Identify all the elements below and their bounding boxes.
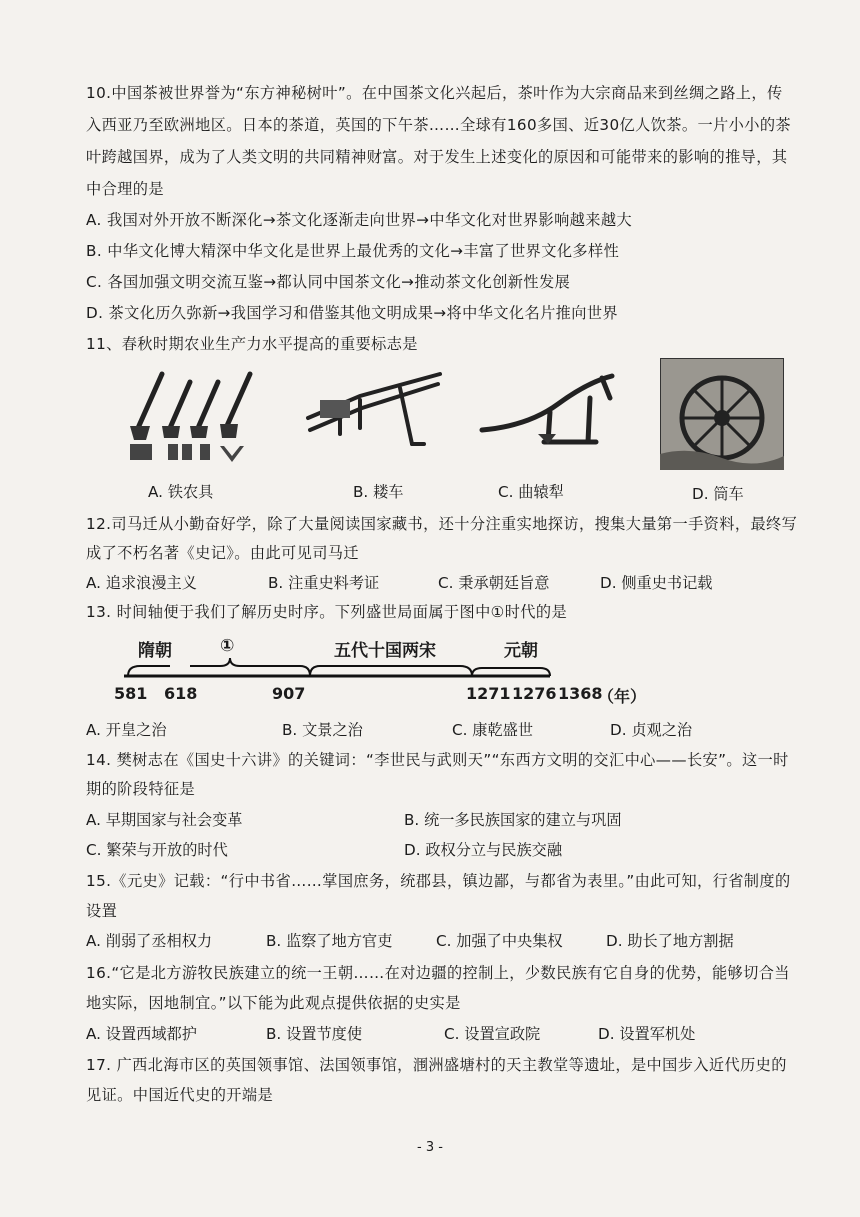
dynasty-timeline: [114, 630, 647, 710]
q13-stem: 13. 时间轴便于我们了解历史时序。下列盛世局面属于图中①时代的是: [86, 603, 568, 621]
q13-option-c: C. 康乾盛世: [452, 721, 534, 739]
q12-option-a: A. 追求浪漫主义: [86, 574, 197, 592]
q16-option-c: C. 设置宣政院: [444, 1025, 541, 1043]
q15-option-c: C. 加强了中央集权: [436, 932, 563, 950]
seed-drill-image: [300, 366, 450, 456]
q17-stem-line: 17. 广西北海市区的英国领事馆、法国领事馆，涠洲盛塘村的天主教堂等遗址，是中国步入近代历史的: [86, 1056, 787, 1074]
q13-option-d: D. 贞观之治: [610, 721, 693, 739]
q14-option-c: C. 繁荣与开放的时代: [86, 841, 228, 859]
era-yuan: 元朝: [504, 641, 538, 661]
q16-option-d: D. 设置军机处: [598, 1025, 696, 1043]
q16-option-a: A. 设置西域都护: [86, 1025, 197, 1043]
year-unit: （年）: [598, 687, 647, 706]
q16-stem-line: 16.“它是北方游牧民族建立的统一王朝……在对边疆的控制上，少数民族有它自身的优势，能够切合当: [86, 964, 790, 982]
era-blank-1: ①: [220, 636, 235, 656]
q13-option-a: A. 开皇之治: [86, 721, 167, 739]
q10-stem-line: 中合理的是: [86, 180, 164, 198]
year-label: 1368: [558, 684, 603, 703]
q15-option-d: D. 助长了地方割据: [606, 932, 734, 950]
q14-option-b: B. 统一多民族国家的建立与巩固: [404, 811, 622, 829]
q15-option-a: A. 削弱了丞相权力: [86, 932, 213, 950]
era-sui: 隋朝: [138, 641, 172, 661]
q11-option-c: C. 曲辕犁: [498, 483, 564, 501]
q10-option-b: B. 中华文化博大精深中华文化是世界上最优秀的文化→丰富了世界文化多样性: [86, 242, 620, 260]
q13-option-b: B. 文景之治: [282, 721, 363, 739]
q14-option-d: D. 政权分立与民族交融: [404, 841, 563, 859]
q14-option-a: A. 早期国家与社会变革: [86, 811, 243, 829]
q15-stem-line: 设置: [86, 902, 118, 920]
q17-stem-line: 见证。中国近代史的开端是: [86, 1086, 274, 1104]
q14-stem-line: 14. 樊树志在《国史十六讲》的关键词：“李世民与武则天”“东西方文明的交汇中心——长安”。这一时: [86, 751, 789, 769]
year-label: 1271: [466, 684, 511, 703]
q10-option-c: C. 各国加强文明交流互鉴→都认同中国茶文化→推动茶文化创新性发展: [86, 273, 571, 291]
q12-option-d: D. 侧重史书记载: [600, 574, 713, 592]
q10-option-a: A. 我国对外开放不断深化→茶文化逐渐走向世界→中华文化对世界影响越来越大: [86, 211, 633, 229]
water-wheel-image: [660, 358, 784, 470]
q12-option-c: C. 秉承朝廷旨意: [438, 574, 550, 592]
q10-option-d: D. 茶文化历久弥新→我国学习和借鉴其他文明成果→将中华文化名片推向世界: [86, 304, 619, 322]
curved-plough-image: [478, 368, 628, 453]
q14-stem-line: 期的阶段特征是: [86, 780, 196, 798]
q12-stem-line: 12.司马迁从小勤奋好学，除了大量阅读国家藏书，还十分注重实地探访，搜集大量第一手资料，最终写: [86, 515, 798, 533]
q11-option-a: A. 铁农具: [148, 483, 214, 501]
iron-tools-image: [120, 368, 270, 468]
q12-stem-line: 成了不朽名著《史记》。由此可见司马迁: [86, 544, 359, 562]
q10-stem-line: 入西亚乃至欧洲地区。日本的茶道，英国的下午茶……全球有160多国、近30亿人饮茶。一片小小的茶: [86, 116, 791, 134]
q11-stem: 11、春秋时期农业生产力水平提高的重要标志是: [86, 335, 418, 353]
q12-option-b: B. 注重史料考证: [268, 574, 380, 592]
page-number: - 3 -: [417, 1140, 443, 1155]
year-label: 618: [164, 684, 198, 703]
q10-stem-line: 10.中国茶被世界誉为“东方神秘树叶”。在中国茶文化兴起后，茶叶作为大宗商品来到丝绸之路上，传: [86, 84, 783, 102]
year-label: 1276: [512, 684, 557, 703]
q16-stem-line: 地实际，因地制宜。”以下能为此观点提供依据的史实是: [86, 994, 461, 1012]
q10-stem-line: 叶跨越国界，成为了人类文明的共同精神财富。对于发生上述变化的原因和可能带来的影响的推导，其: [86, 148, 788, 166]
year-label: 581: [114, 684, 148, 703]
era-five-dynasties-song: 五代十国两宋: [334, 641, 436, 661]
q11-option-d: D. 筒车: [692, 485, 744, 503]
year-label: 907: [272, 684, 306, 703]
q11-option-b: B. 耧车: [353, 483, 404, 501]
q15-stem-line: 15.《元史》记载：“行中书省……掌国庶务，统郡县，镇边鄙，与都省为表里。”由此可知，行省制度的: [86, 872, 791, 890]
q15-option-b: B. 监察了地方官吏: [266, 932, 393, 950]
q16-option-b: B. 设置节度使: [266, 1025, 363, 1043]
